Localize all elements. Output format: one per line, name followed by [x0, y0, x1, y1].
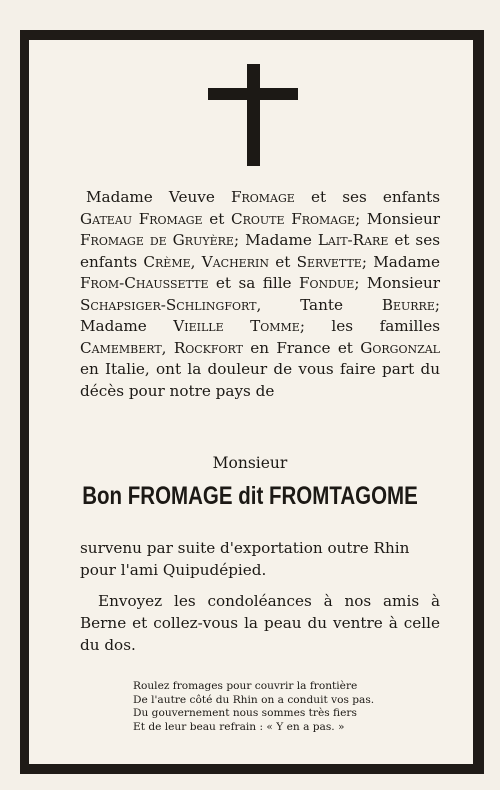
family-name: Rockfort — [173, 338, 243, 357]
family-name: Schapsiger-Schlingfort — [80, 295, 257, 314]
intro-text: et ses enfants — [310, 188, 441, 206]
condolences-text: Envoyez les condoléances à nos amis à Berne et collez-vous la peau du ventre à celle du dos. — [80, 592, 440, 654]
verse-line: Et de leur beau refrain : « Y en a pas. » — [133, 720, 345, 733]
family-name: Crème — [143, 252, 191, 271]
deceased-title: Monsieur — [212, 454, 288, 472]
intro-text: , — [190, 252, 196, 271]
family-name: From-Chaussette — [80, 274, 209, 292]
intro-text: et — [275, 252, 291, 271]
family-name: Lait-Rare — [317, 231, 389, 249]
family-name: Croute Fromage — [230, 209, 356, 228]
cross-vertical-bar — [247, 64, 260, 166]
intro-text: Madame Veuve — [86, 188, 215, 206]
intro-text: et ses enfants — [80, 231, 441, 271]
family-name: Camembert — [80, 338, 162, 357]
intro-text: et — [209, 209, 225, 228]
family-name: Gateau Fromage — [80, 209, 203, 228]
deceased-name: Bon FROMAGE dit FROMTAGOME — [82, 482, 418, 510]
family-name: Servette — [296, 252, 362, 271]
verse-line: De l'autre côté du Rhin on a conduit vos pas. — [133, 693, 375, 706]
closing-verse — [133, 680, 433, 734]
family-name: Beurre — [381, 295, 435, 314]
family-name: Fromage de Gruyère — [80, 231, 234, 249]
announcement-paragraph — [80, 187, 440, 402]
family-name: Vieille Tomme — [173, 317, 300, 335]
cause-paragraph: survenu par suite d'exportation outre Rhin pour l'ami Quipudépied. — [80, 539, 410, 579]
intro-text: , Tante — [256, 295, 343, 314]
family-name: Gorgonzal — [360, 338, 440, 357]
intro-text: ; Madame — [233, 231, 312, 249]
intro-text: ; Madame — [80, 295, 440, 335]
intro-text: , — [161, 338, 167, 357]
family-name: Fondue — [299, 274, 355, 292]
intro-text: ; Monsieur — [354, 274, 441, 292]
condolences-paragraph — [80, 590, 440, 656]
family-name: Vacherin — [201, 252, 269, 271]
cross-icon — [208, 64, 298, 166]
intro-text: en France et — [250, 338, 353, 357]
intro-text: ; Monsieur — [355, 209, 440, 228]
cross-horizontal-bar — [208, 88, 298, 100]
intro-text: ; Madame — [361, 252, 441, 271]
verse-line: Du gouvernement nous sommes très fiers — [133, 707, 357, 719]
family-name: Fromage — [230, 188, 295, 206]
intro-text: et sa fille — [215, 274, 292, 292]
verse-line: Roulez fromages pour couvrir la frontière — [133, 680, 358, 692]
intro-text: en Italie, ont la douleur de vous faire part du décès pour notre pays de — [80, 360, 440, 400]
intro-text: ; les familles — [299, 317, 440, 335]
